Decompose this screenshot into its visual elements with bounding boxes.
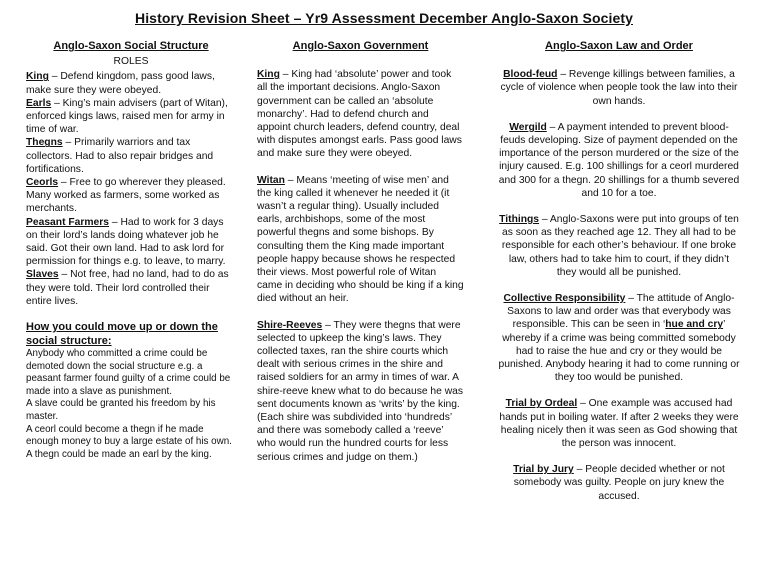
social-structure-heading: Anglo-Saxon Social Structure bbox=[53, 40, 209, 52]
government-column bbox=[257, 40, 464, 464]
government-item-king bbox=[257, 68, 464, 160]
term: King bbox=[26, 71, 49, 83]
move-heading: How you could move up or down the social structure: bbox=[26, 321, 218, 347]
law-order-column bbox=[498, 40, 740, 503]
page-title: History Revision Sheet – Yr9 Assessment December Anglo-Saxon Society bbox=[134, 10, 634, 26]
term: Peasant Farmers bbox=[26, 216, 109, 228]
definition: – Free to go wherever they pleased. Many worked as farmers, some worked as merchants. bbox=[26, 177, 226, 215]
definition: – Primarily warriors and tax collectors. Had to also repair bridges and fortifications. bbox=[26, 137, 214, 175]
social-item-king bbox=[26, 70, 236, 96]
social-item-earls bbox=[26, 97, 236, 137]
definition: – Means ‘meeting of wise men’ and the king called it whenever he needed it (it wasn’t a regular thing). Usually included earls, archbishops, some of the most powerful thegns and some bishops. By consulting them the King made important people happy because shows he respected their views. Most powerful role of Witan came in deciding who should be king if a king died without an heir. bbox=[257, 174, 464, 305]
definition: – Had to work for 3 days on their lord’s lands doing whatever job he said. Got their own land. Had to ask lord for permission for things e.g. to leave, to marry. bbox=[26, 216, 226, 268]
government-item-shire-reeves bbox=[257, 319, 464, 411]
term: Tithings bbox=[499, 214, 540, 226]
term: Collective Responsibility bbox=[503, 293, 626, 305]
definition: – One example was accused had hands put in boiling water. If after 2 weeks they were healing nicely then it was seen as God showing that the person was innocent. bbox=[499, 398, 739, 450]
social-item-thegns bbox=[26, 136, 236, 176]
law-item-collective-responsibility bbox=[498, 292, 740, 384]
term: Wergild bbox=[509, 121, 547, 133]
definition: – A payment intended to prevent blood-feuds developing. Size of payment depended on the importance of the person murdered or the size of the injury caused. E.g. 100 shillings for a ceorl murdered and 300 for a thegn. 20 shillings for a thumb severed and 10 for a toe. bbox=[498, 121, 740, 199]
term: Thegns bbox=[26, 137, 63, 149]
government-shire-note: (Each shire was subdivided into ‘hundreds’ and there was somebody called a ‘reeve’ who would run the hundred courts for less serious crimes and judge on them.) bbox=[257, 412, 452, 463]
move-line: A thegn could be made an earl by the king. bbox=[26, 448, 212, 460]
government-item-witan bbox=[257, 174, 464, 306]
roles-label: ROLES bbox=[113, 56, 149, 68]
law-item-trial-by-jury bbox=[498, 463, 740, 503]
law-item-trial-by-ordeal bbox=[498, 397, 740, 450]
definition: – Not free, had no land, had to do as they were told. Their lord controlled their entire lives. bbox=[26, 269, 229, 307]
term: Trial by Jury bbox=[513, 464, 574, 476]
move-line: Anybody who committed a crime could be demoted down the social structure e.g. a peasant farmer found guilty of a crime could be made into a slave as punishment. bbox=[26, 348, 231, 397]
definition: – King had ‘absolute’ power and took all the important decisions. Anglo-Saxon government can be called an ‘absolute monarchy’. Had to defend church and appoint church leaders, defend country, deal with disputes amongst earls. Pass good laws and make sure they were obeyed. bbox=[257, 69, 462, 160]
term: Slaves bbox=[26, 269, 59, 281]
term: King bbox=[257, 69, 280, 81]
term: Blood-feud bbox=[503, 69, 558, 81]
definition: – Anglo-Saxons were put into groups of ten as soon as they reached age 12. They all had to be responsible for each other’s behaviour. If one broke law, others had to take him to court, if they didn’t they would all be punished. bbox=[501, 214, 739, 278]
social-item-ceorls bbox=[26, 176, 236, 216]
definition: – King’s main advisers (part of Witan), enforced kings laws, raised men for army in time of war. bbox=[26, 97, 228, 136]
term: Shire-Reeves bbox=[257, 319, 323, 331]
move-line: A slave could be granted his freedom by his master. bbox=[26, 398, 216, 423]
term: hue and cry bbox=[665, 319, 724, 331]
definition: – Revenge killings between families, a cycle of violence when people took the law into their own hands. bbox=[500, 69, 738, 107]
social-structure-column bbox=[26, 40, 236, 461]
move-line: A ceorl could become a thegn if he made enough money to buy a large estate of his own. bbox=[26, 423, 232, 448]
definition: – The attitude of Anglo-Saxons to law and order was that everybody was responsible. This can be seen in ‘ bbox=[507, 293, 735, 331]
term: Witan bbox=[257, 174, 285, 186]
term: Trial by Ordeal bbox=[505, 398, 578, 410]
government-heading: Anglo-Saxon Government bbox=[292, 40, 429, 52]
law-order-heading: Anglo-Saxon Law and Order bbox=[545, 40, 693, 52]
definition: ’ whereby if a crime was being committed somebody had to raise the hue and cry or they would be punished. Anybody hearing it had to come running or they too would be punished. bbox=[498, 319, 740, 384]
term: Earls bbox=[26, 97, 52, 109]
law-item-blood-feud bbox=[498, 68, 740, 108]
term: Ceorls bbox=[26, 177, 59, 189]
law-item-wergild bbox=[498, 121, 740, 200]
law-item-tithings bbox=[498, 213, 740, 279]
social-item-slaves bbox=[26, 268, 236, 308]
definition: – People decided whether or not somebody was guilty. People on jury knew the accused. bbox=[513, 464, 725, 502]
social-item-peasant-farmers bbox=[26, 216, 236, 269]
definition: – Defend kingdom, pass good laws, make sure they were obeyed. bbox=[26, 71, 215, 96]
definition: – They were thegns that were selected to upkeep the king’s laws. They collected taxes, ran the shire courts which dealt with serious crimes in the shire and raised soldiers for an army in times of war. A shire-reeve knew what to do because he was sent documents known as ‘writs’ by the king. bbox=[257, 319, 464, 410]
